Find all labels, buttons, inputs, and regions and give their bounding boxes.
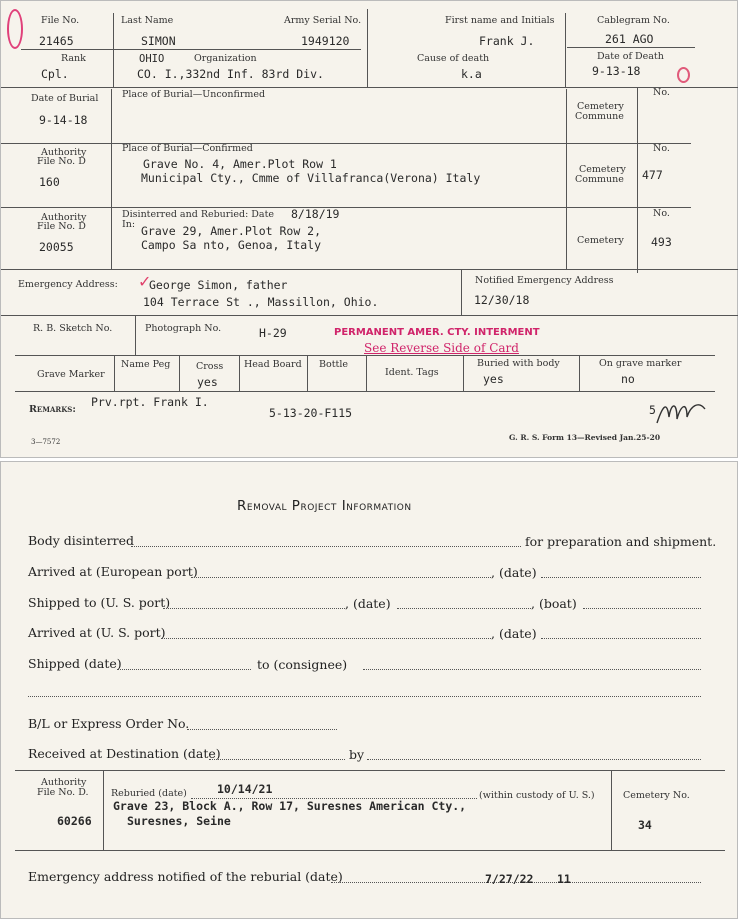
emergency-notified-date: 7/27/22: [485, 872, 534, 886]
last-name-label: Last Name: [121, 15, 174, 26]
shipped-date-label: Shipped (date): [28, 656, 122, 671]
arrived-european-date-label: , (date): [491, 565, 537, 580]
buried-with-body-label: Buried with body: [477, 358, 560, 369]
by-label: by: [349, 747, 365, 762]
reburied-line-1: Grave 29, Amer.Plot Row 2,: [141, 224, 322, 238]
boat-label: , (boat): [531, 596, 577, 611]
red-pencil-mark: [7, 9, 23, 49]
authority-label-back: Authority: [41, 777, 87, 788]
grave-line-1: Grave 23, Block A., Row 17, Suresnes American Cty.,: [113, 799, 467, 813]
bottle-label: Bottle: [319, 359, 348, 370]
shipped-to-date-label: , (date): [345, 596, 391, 611]
shipped-to-label: Shipped to (U. S. port): [28, 595, 171, 610]
remarks-value: Prv.rpt. Frank I.: [91, 395, 209, 409]
file-no-d-label-back: File No. D.: [37, 787, 89, 798]
removal-project-title: Removal Project Information: [237, 498, 412, 514]
arrived-us-date-label: , (date): [491, 626, 537, 641]
grave-marker-label: Grave Marker: [37, 369, 105, 380]
custody-label: (within custody of U. S.): [479, 790, 595, 801]
received-label: Received at Destination (date): [28, 746, 221, 761]
no-label-2: No.: [653, 143, 670, 154]
authority-label-2: Authority: [41, 212, 87, 223]
emergency-address-label: Emergency Address:: [18, 279, 118, 290]
date-of-death-value: 9-13-18: [592, 64, 641, 78]
body-disinterred-label: Body disinterred: [28, 533, 134, 548]
cablegram-label: Cablegram No.: [597, 15, 670, 26]
printer-number: 3—7572: [31, 438, 61, 446]
arrived-european-label: Arrived at (European port): [28, 564, 198, 579]
file-no-label: File No.: [41, 15, 80, 26]
cemetery-label-3: Cemetery: [577, 235, 624, 246]
file-no-value: 21465: [39, 34, 74, 48]
place-confirmed-label: Place of Burial—Confirmed: [122, 143, 253, 154]
emergency-notified-code: 11: [557, 872, 571, 886]
red-check-mark: ✓: [138, 272, 152, 291]
cemetery-no-label-back: Cemetery No.: [623, 790, 690, 801]
cablegram-value: 261 AGO: [605, 32, 654, 46]
emergency-line-1: George Simon, father: [149, 278, 288, 292]
cemetery-no-value-1: 477: [642, 168, 663, 182]
see-reverse-stamp: See Reverse Side of Card: [364, 341, 519, 355]
disinterred-label: Disinterred and Reburied: Date: [122, 209, 275, 220]
notified-date-value: 12/30/18: [474, 293, 530, 307]
in-label: In:: [122, 219, 136, 230]
grave-line-2: Suresnes, Seine: [127, 814, 231, 828]
no-label-3: No.: [653, 208, 670, 219]
army-serial-label: Army Serial No.: [284, 15, 362, 26]
commune-label-1: Commune: [575, 111, 624, 122]
first-name-value: Frank J.: [479, 34, 535, 48]
state-value: OHIO: [139, 53, 165, 65]
for-preparation-label: for preparation and shipment.: [525, 534, 717, 549]
bl-order-label: B/L or Express Order No.: [28, 716, 190, 731]
date-of-burial-value: 9-14-18: [39, 113, 88, 127]
cause-of-death-value: k.a: [461, 67, 482, 81]
form-number: G. R. S. Form 13—Revised Jan.25-20: [509, 433, 661, 442]
last-name-value: SIMON: [141, 34, 176, 48]
file-no-d-label-1: File No. D: [37, 156, 86, 167]
reburied-date-label: Reburied (date): [111, 788, 187, 799]
cemetery-label-2: Cemetery: [579, 164, 626, 175]
permanent-interment-stamp: PERMANENT AMER. CTY. INTERMENT: [334, 327, 540, 338]
rb-sketch-label: R. B. Sketch No.: [33, 323, 113, 334]
remarks-code: 5-13-20-F115: [269, 406, 353, 420]
ident-tags-label: Ident. Tags: [385, 367, 439, 378]
cause-of-death-label: Cause of death: [417, 53, 490, 64]
authority-value-2: 20055: [39, 240, 74, 254]
authority-value-back: 60266: [57, 814, 92, 828]
handwritten-initials: [653, 395, 709, 431]
emergency-notified-label: Emergency address notified of the reburial (date): [28, 869, 343, 884]
reburial-date-value: 8/18/19: [291, 207, 340, 221]
remarks-label: Remarks:: [29, 404, 76, 415]
date-of-death-label: Date of Death: [597, 51, 664, 62]
reburied-line-2: Campo Sa nto, Genoa, Italy: [141, 238, 322, 252]
no-label-1: No.: [653, 87, 670, 98]
removal-project-card-back: [0, 461, 738, 919]
army-serial-value: 1949120: [301, 34, 350, 48]
name-peg-label: Name Peg: [121, 359, 171, 370]
head-board-label: Head Board: [244, 359, 302, 370]
cross-label: Cross: [196, 361, 224, 372]
organization-value: CO. I.,332nd Inf. 83rd Div.: [137, 67, 324, 81]
notified-emergency-label: Notified Emergency Address: [475, 275, 614, 286]
cemetery-no-value-2: 493: [651, 235, 672, 249]
buried-with-body-value: yes: [483, 372, 504, 386]
rank-label: Rank: [61, 53, 86, 64]
first-name-label: First name and Initials: [445, 15, 555, 26]
confirmed-line-2: Municipal Cty., Cmme of Villafranca(Verona) Italy: [141, 171, 481, 185]
commune-label-2: Commune: [575, 174, 624, 185]
on-grave-marker-value: no: [621, 372, 635, 386]
photograph-no-label: Photograph No.: [145, 323, 222, 334]
on-grave-marker-label: On grave marker: [599, 358, 682, 369]
consignee-label: to (consignee): [257, 657, 348, 672]
burial-record-card-front: [0, 0, 738, 458]
rank-value: Cpl.: [41, 67, 69, 81]
reburied-date-value: 10/14/21: [217, 782, 273, 796]
confirmed-line-1: Grave No. 4, Amer.Plot Row 1: [143, 157, 337, 171]
cemetery-label-1: Cemetery: [577, 101, 624, 112]
cemetery-no-value-back: 34: [638, 818, 652, 832]
initials-value: 5: [649, 403, 656, 417]
file-no-d-label-2: File No. D: [37, 221, 86, 232]
red-circle-mark: [677, 67, 690, 83]
authority-label-1: Authority: [41, 147, 87, 158]
organization-label: Organization: [194, 53, 257, 64]
arrived-us-label: Arrived at (U. S. port): [28, 625, 166, 640]
authority-value-1: 160: [39, 175, 60, 189]
date-of-burial-label: Date of Burial: [31, 93, 99, 104]
place-unconfirmed-label: Place of Burial—Unconfirmed: [122, 89, 266, 100]
cross-value: yes: [197, 375, 218, 389]
emergency-line-2: 104 Terrace St ., Massillon, Ohio.: [143, 295, 379, 309]
photograph-no-value: H-29: [259, 326, 287, 340]
